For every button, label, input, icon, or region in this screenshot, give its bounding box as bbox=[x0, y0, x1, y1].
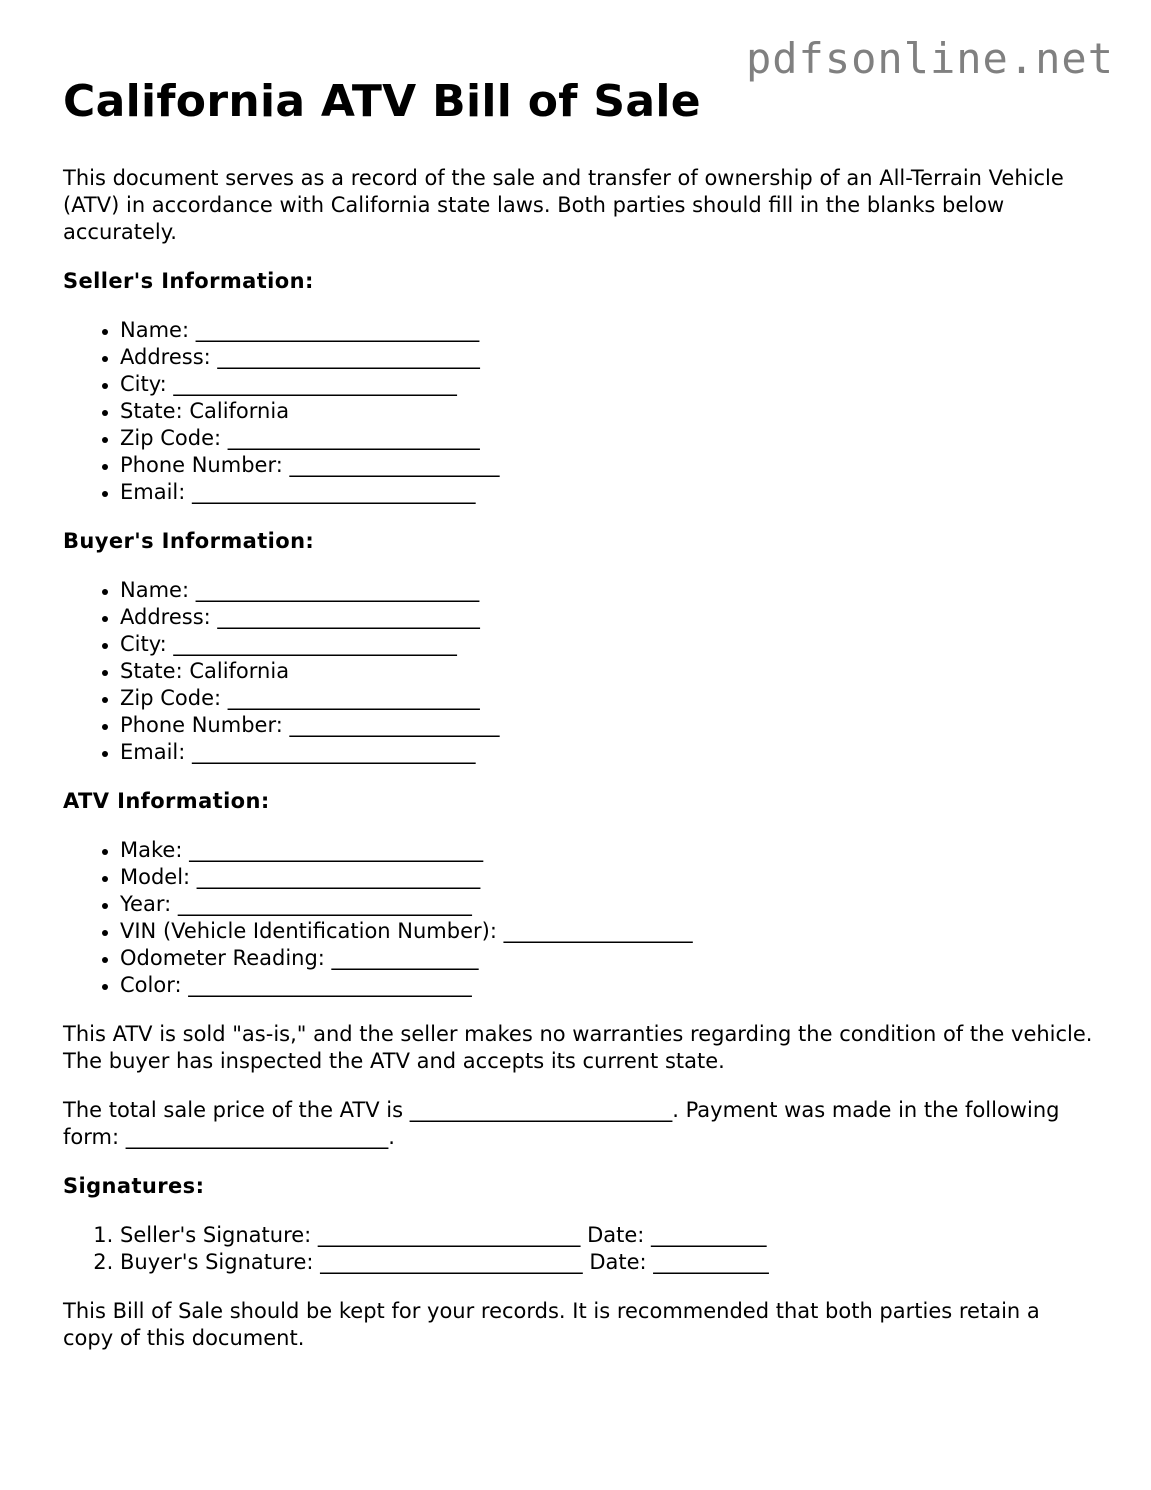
buyer-zip-field: • Zip Code: ________________________ bbox=[120, 685, 1093, 712]
atv-list bbox=[63, 837, 1093, 999]
seller-email-field: • Email: ___________________________ bbox=[120, 479, 1093, 506]
signatures-heading: Signatures: bbox=[63, 1173, 205, 1198]
buyer-address-field: • Address: _________________________ bbox=[120, 604, 1093, 631]
atv-year-field: • Year: ____________________________ bbox=[120, 891, 1093, 918]
as-is-paragraph: This ATV is sold "as-is," and the seller makes no warranties regarding the condition of the vehicle. The buyer has inspected the ATV and accepts its current state. bbox=[63, 1021, 1093, 1073]
buyer-state-field: • State: California bbox=[120, 658, 1093, 685]
intro-paragraph: This document serves as a record of the sale and transfer of ownership of an All-Terrain Vehicle (ATV) in accordance with California state laws. Both parties should fill in the blanks below accurately. bbox=[63, 165, 1064, 244]
atv-heading: ATV Information: bbox=[63, 788, 270, 813]
buyer-list bbox=[63, 577, 1093, 766]
atv-model-field: • Model: ___________________________ bbox=[120, 864, 1093, 891]
seller-city-field: • City: ___________________________ bbox=[120, 371, 1093, 398]
page-title: California ATV Bill of Sale bbox=[63, 76, 701, 127]
seller-signature-field: 1. Seller's Signature: _________________________ Date: ___________ bbox=[120, 1222, 1093, 1249]
seller-state-field: • State: California bbox=[120, 398, 1093, 425]
seller-heading: Seller's Information: bbox=[63, 268, 314, 293]
buyer-name-field: • Name: ___________________________ bbox=[120, 577, 1093, 604]
buyer-phone-field: • Phone Number: ____________________ bbox=[120, 712, 1093, 739]
atv-make-field: • Make: ____________________________ bbox=[120, 837, 1093, 864]
atv-color-field: • Color: ___________________________ bbox=[120, 972, 1093, 999]
atv-odometer-field: • Odometer Reading: ______________ bbox=[120, 945, 1093, 972]
buyer-email-field: • Email: ___________________________ bbox=[120, 739, 1093, 766]
buyer-city-field: • City: ___________________________ bbox=[120, 631, 1093, 658]
buyer-signature-field: 2. Buyer's Signature: _________________________ Date: ___________ bbox=[120, 1249, 1093, 1276]
watermark: pdfsonline.net bbox=[745, 34, 1114, 83]
document-body bbox=[63, 76, 1093, 1374]
signatures-list bbox=[63, 1222, 1093, 1276]
price-paragraph: The total sale price of the ATV is _________________________. Payment was made in the following form: _________________________. bbox=[63, 1097, 1060, 1149]
seller-address-field: • Address: _________________________ bbox=[120, 344, 1093, 371]
closing-paragraph: This Bill of Sale should be kept for your records. It is recommended that both parties retain a copy of this document. bbox=[63, 1298, 1040, 1350]
atv-vin-field: • VIN (Vehicle Identification Number): __________________ bbox=[120, 918, 1093, 945]
seller-list bbox=[63, 317, 1093, 506]
seller-phone-field: • Phone Number: ____________________ bbox=[120, 452, 1093, 479]
seller-zip-field: • Zip Code: ________________________ bbox=[120, 425, 1093, 452]
buyer-heading: Buyer's Information: bbox=[63, 528, 315, 553]
seller-name-field: • Name: ___________________________ bbox=[120, 317, 1093, 344]
